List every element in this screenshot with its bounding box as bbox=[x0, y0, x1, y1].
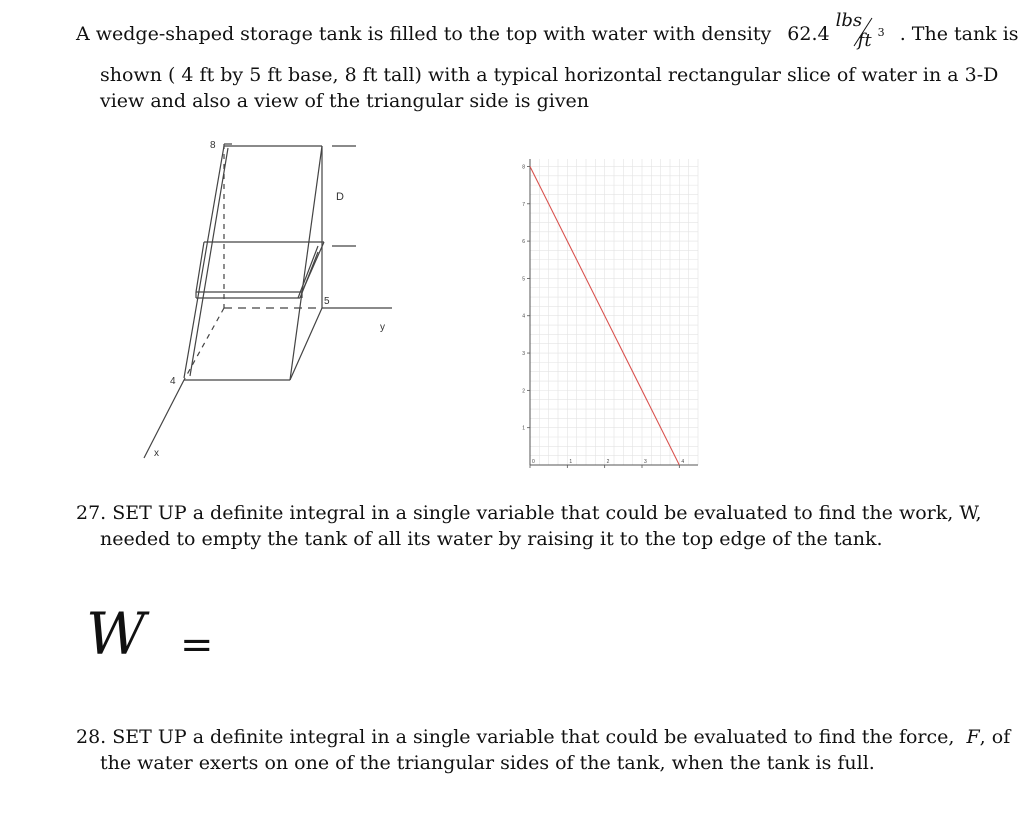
x-tick-label: 2 bbox=[606, 459, 610, 465]
equals-sign: = bbox=[180, 622, 214, 668]
density-unit bbox=[835, 10, 894, 51]
y-tick-label: 4 bbox=[522, 313, 525, 320]
y-tick-label: 6 bbox=[522, 239, 525, 246]
intro-line-2: shown ( 4 ft by 5 ft base, 8 ft tall) with a typical horizontal rectangular slice of water in a 3-D bbox=[100, 64, 999, 86]
x-tick-label: 1 bbox=[569, 459, 573, 465]
unit-denominator: ft bbox=[857, 30, 872, 51]
q28-text-end: , of bbox=[979, 726, 1011, 748]
density-value: 62.4 bbox=[787, 23, 830, 45]
label-y: y bbox=[380, 322, 385, 333]
q28-line-2: the water exerts on one of the triangular sides of the tank, when the tank is full. bbox=[100, 752, 875, 774]
x-tick-label: 3 bbox=[644, 459, 647, 465]
label-8: 8 bbox=[210, 140, 216, 151]
label-5: 5 bbox=[324, 296, 330, 307]
label-D: D bbox=[336, 191, 344, 203]
intro-line-3: view and also a view of the triangular side is given bbox=[100, 90, 590, 112]
x-tick-label: 4 bbox=[681, 459, 685, 465]
intro-text-a: A wedge-shaped storage tank is filled to the top with water with density bbox=[76, 23, 772, 45]
x-tick-label: 0 bbox=[532, 459, 535, 465]
label-x: x bbox=[154, 448, 159, 459]
y-tick-label: 1 bbox=[522, 425, 525, 432]
force-variable: F bbox=[966, 726, 980, 748]
work-variable: W bbox=[86, 600, 146, 668]
triangle-side-chart bbox=[510, 155, 710, 475]
y-tick-label: 7 bbox=[522, 201, 525, 208]
q28-text: 28. SET UP a definite integral in a single variable that could be evaluated to find the force, bbox=[76, 726, 955, 748]
unit-numerator: lbs bbox=[835, 10, 863, 31]
q28-line-1 bbox=[76, 726, 1010, 748]
q27-line-1: 27. SET UP a definite integral in a single variable that could be evaluated to find the work, W, bbox=[76, 502, 982, 524]
intro-text-b: . The tank is bbox=[899, 23, 1019, 45]
intro-line-1 bbox=[76, 10, 1019, 51]
label-4: 4 bbox=[170, 376, 176, 387]
y-tick-label: 8 bbox=[522, 164, 525, 171]
tank-3d-figure bbox=[140, 118, 420, 463]
q27-line-2: needed to empty the tank of all its water by raising it to the top edge of the tank. bbox=[100, 528, 883, 550]
unit-exponent: 3 bbox=[877, 26, 885, 39]
y-tick-label: 5 bbox=[522, 276, 525, 283]
y-tick-label: 3 bbox=[522, 351, 525, 358]
y-tick-label: 2 bbox=[522, 388, 525, 395]
